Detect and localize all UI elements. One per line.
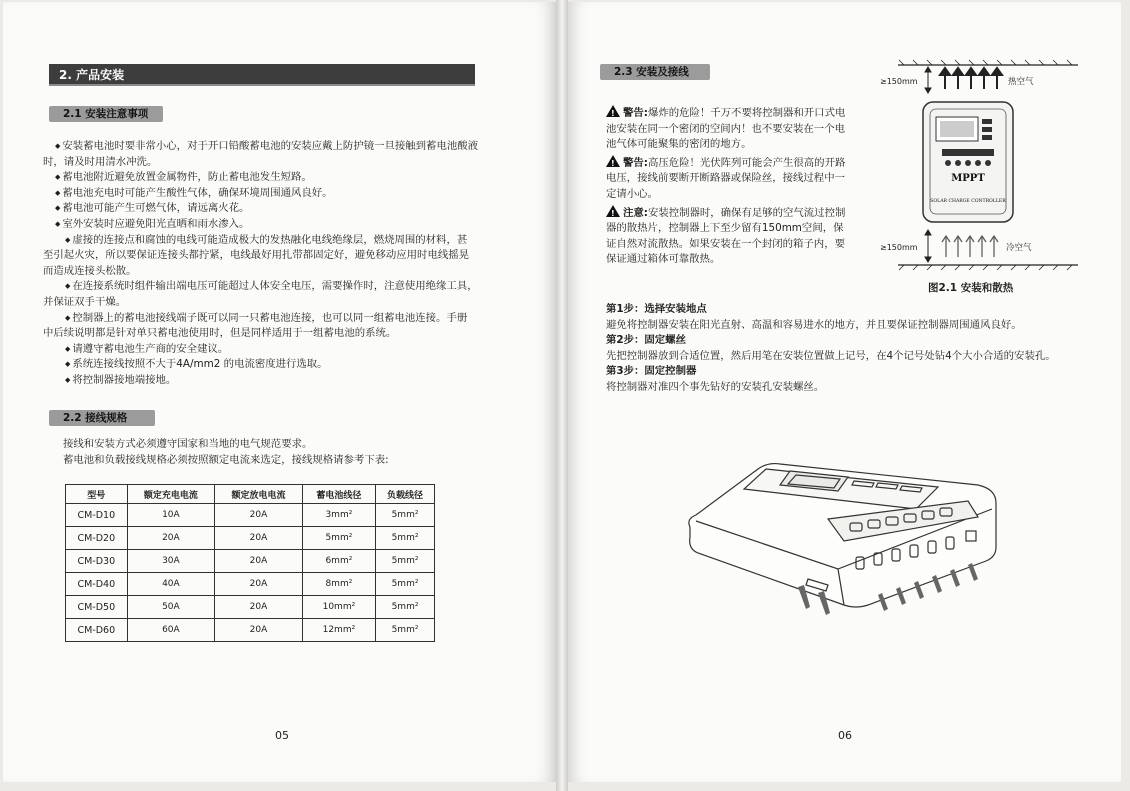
list-item: ◆ 控制器上的蓄电池接线端子既可以同一只蓄电池连接，也可以同一组蓄电池连接。手册	[43, 311, 528, 327]
table-cell: 6mm²	[302, 550, 375, 573]
table-cell: 10mm²	[302, 596, 375, 619]
warning-triangle-icon	[606, 105, 620, 117]
install-steps	[606, 302, 1106, 396]
list-item: ◆ 安装蓄电池时要非常小心，对于开口铅酸蓄电池的安装应戴上防护镜一旦接触到蓄电池酸液	[43, 139, 528, 155]
list-item: 至引起火灾，所以要保证连接头都拧紧，电线最好用扎带都固定好，避免移动应用时电线摇晃	[43, 249, 470, 262]
table-cell: 5mm²	[376, 573, 435, 596]
table-cell: 5mm²	[376, 596, 435, 619]
top-clearance-label: ≥150mm	[880, 77, 918, 86]
step-2-title: 第2步：固定螺丝	[606, 334, 686, 347]
cold-air-label: 冷空气	[1006, 243, 1032, 253]
table-cell: CM-D50	[66, 596, 128, 619]
table-cell: 50A	[127, 596, 215, 619]
notice-text: 安装控制器时，确保有足够的空气流过控制器的散热片，控制器上下至少留有150mm空间，保证自然对流散热。如果安装在一个封闭的箱子内，要保证通过箱体可靠散热。	[606, 206, 846, 266]
table-header-cell: 额定充电电流	[127, 485, 215, 504]
section-2-2-heading: 2.2 接线规格	[49, 410, 155, 426]
wire-spec-table	[65, 484, 435, 642]
warning-explosion	[606, 105, 851, 153]
table-cell: 20A	[215, 504, 303, 527]
table-cell: 5mm²	[376, 527, 435, 550]
warning-text: 高压危险！光伏阵列可能会产生很高的开路电压，接线前要断开断路器或保险丝，接线过程中一定请小心。	[606, 156, 846, 200]
warnings-block	[606, 105, 851, 270]
device-label: SOLAR CHARGE CONTROLLER	[930, 199, 1006, 204]
table-row	[66, 596, 435, 619]
table-cell: CM-D20	[66, 527, 128, 550]
page-number-right: 06	[838, 729, 852, 742]
table-cell: CM-D60	[66, 619, 128, 642]
warning-triangle-icon	[606, 155, 620, 167]
table-cell: 20A	[215, 573, 303, 596]
table-row	[66, 550, 435, 573]
table-cell: 20A	[215, 596, 303, 619]
warning-label: 警告:	[623, 156, 648, 169]
list-item: ◆ 蓄电池附近避免放置金属物件，防止蓄电池发生短路。	[43, 170, 528, 186]
list-item: ◆ 蓄电池充电时可能产生酸性气体，确保环境周围通风良好。	[43, 186, 528, 202]
warning-high-voltage	[606, 155, 851, 203]
table-cell: 5mm²	[376, 550, 435, 573]
installation-heat-dissipation-figure	[878, 57, 1088, 272]
brand-logo: MPPT	[951, 173, 985, 184]
table-cell: CM-D40	[66, 573, 128, 596]
list-item: ◆ 系统连接线按照不大于4A/mm2 的电流密度进行选取。	[43, 357, 528, 373]
section-2-1-body	[43, 139, 528, 389]
table-cell: 60A	[127, 619, 215, 642]
table-header-cell: 型号	[66, 485, 128, 504]
book-gutter	[556, 0, 568, 791]
page-number-left: 05	[275, 729, 289, 742]
warning-triangle-icon	[606, 205, 620, 217]
table-row	[66, 619, 435, 642]
table-header-cell: 额定放电电流	[215, 485, 303, 504]
hot-air-label: 热空气	[1008, 77, 1034, 87]
table-cell: 10A	[127, 504, 215, 527]
table-cell: 3mm²	[302, 504, 375, 527]
table-header-cell: 负载线径	[376, 485, 435, 504]
list-item: 中后续说明都是针对单只蓄电池使用时，但是同样适用于一组蓄电池的系统。	[43, 327, 397, 340]
list-item: 时，请及时用清水冲洗。	[43, 155, 158, 168]
paragraph-line: 蓄电池和负载接线规格必须按照额定电流来选定，接线规格请参考下表:	[63, 453, 389, 466]
table-cell: 5mm²	[376, 504, 435, 527]
table-cell: 40A	[127, 573, 215, 596]
table-header-row	[66, 485, 435, 504]
warning-text: 爆炸的危险！千万不要将控制器和开口式电池安装在同一个密闭的空间内！也不要安装在一个电池气体可能聚集的密闭的地方。	[606, 107, 846, 151]
list-item: 而造成连接头松散。	[43, 264, 137, 277]
step-1-title: 第1步：选择安装地点	[606, 303, 707, 315]
table-cell: 20A	[215, 619, 303, 642]
list-item: ◆ 在连接系统时组件输出端电压可能超过人体安全电压，需要操作时，注意使用绝缘工具，	[43, 279, 528, 295]
table-cell: 20A	[127, 527, 215, 550]
list-item: ◆ 将控制器接地端接地。	[43, 373, 528, 389]
table-header-cell: 蓄电池线径	[302, 485, 375, 504]
table-cell: CM-D30	[66, 550, 128, 573]
section-2-2-body	[63, 437, 533, 468]
paragraph-line: 接线和安装方式必须遵守国家和当地的电气规范要求。	[63, 438, 313, 450]
warning-label: 警告:	[623, 107, 648, 119]
step-3-text: 将控制器对准四个事先钻好的安装孔安装螺丝。	[606, 380, 825, 393]
table-cell: 8mm²	[302, 573, 375, 596]
table-cell: 5mm²	[302, 527, 375, 550]
table-row	[66, 527, 435, 550]
table-cell: 5mm²	[376, 619, 435, 642]
list-item: ◆ 蓄电池可能产生可燃气体，请远离火花。	[43, 201, 528, 217]
bottom-clearance-label: ≥150mm	[880, 243, 918, 252]
left-page	[3, 2, 556, 782]
step-2-text: 先把控制器放到合适位置，然后用笔在安装位置做上记号，在4个记号处钻4个大小合适的安装孔。	[606, 349, 1056, 362]
table-row	[66, 504, 435, 527]
table-cell: CM-D10	[66, 504, 128, 527]
notice-ventilation	[606, 205, 851, 268]
chapter-title: 2. 产品安装	[49, 64, 475, 86]
table-cell: 20A	[215, 550, 303, 573]
controller-isometric-illustration	[678, 457, 1008, 617]
table-cell: 12mm²	[302, 619, 375, 642]
section-2-3-heading: 2.3 安装及接线	[600, 64, 710, 80]
step-3-title: 第3步：固定控制器	[606, 365, 697, 378]
list-item: 并保证双手干燥。	[43, 295, 127, 308]
table-cell: 20A	[215, 527, 303, 550]
step-1-text: 避免将控制器安装在阳光直射、高温和容易进水的地方，并且要保证控制器周围通风良好。	[606, 318, 1022, 331]
list-item: ◆ 虚接的连接点和腐蚀的电线可能造成极大的发热融化电线绝缘层，燃烧周围的材料，甚	[43, 233, 528, 249]
list-item: ◆ 室外安装时应避免阳光直晒和雨水渗入。	[43, 217, 528, 233]
list-item: ◆ 请遵守蓄电池生产商的安全建议。	[43, 342, 528, 358]
right-page	[568, 2, 1121, 782]
section-2-1-heading: 2.1 安装注意事项	[49, 106, 163, 122]
notice-label: 注意:	[623, 206, 648, 219]
figure-caption: 图2.1 安装和散热	[928, 282, 1014, 294]
table-row	[66, 573, 435, 596]
table-cell: 30A	[127, 550, 215, 573]
